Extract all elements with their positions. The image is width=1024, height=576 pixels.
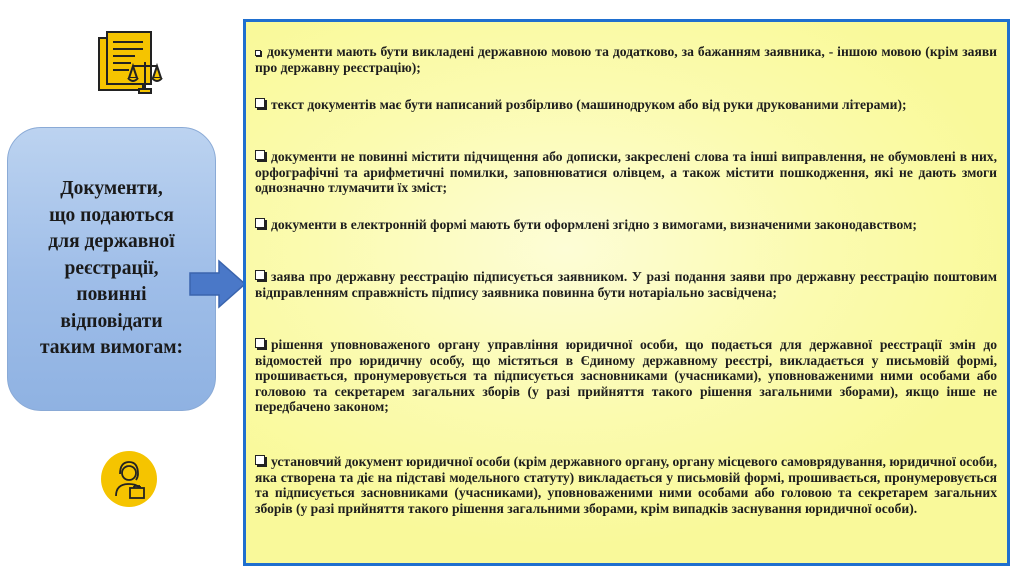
checkbox-bullet-icon <box>255 218 265 228</box>
checkbox-bullet-icon <box>255 270 265 280</box>
requirement-item: заява про державну реєстрацію підписується заявником. У разі подання заяви про державну реєстрацію поштовим відправленням справжність підпису заявника повинна бути нотаріально засвідчена; <box>255 269 997 300</box>
documents-scales-icon <box>95 28 163 98</box>
person-briefcase-icon <box>100 450 158 508</box>
checkbox-bullet-icon <box>255 150 265 160</box>
requirement-item: документи в електронній формі мають бути оформлені згідно з вимогами, визначеними законодавством; <box>255 217 997 233</box>
checkbox-bullet-icon <box>255 98 265 108</box>
requirement-item: рішення уповноваженого органу управління юридичної особи, що подається для державної реєстрації змін до відомостей про юридичну особу, що містяться в Єдиному державному реєстрі, викладається у письмовій формі, прошивається, пронумеровується та підписується засновниками (учасниками), уповноваженими ними особами або головою та секретарем загальних зборів (у разі прийняття такого рішення загальними зборами), якщо інше не передбачено законом; <box>255 337 997 415</box>
checkbox-bullet-icon <box>255 50 261 56</box>
arrow-right-icon <box>189 259 247 309</box>
requirement-item: документи не повинні містити підчищення або дописки, закреслені слова та інші виправлення, не обумовлені в них, орфографічні та арифметичні помилки, заповнюватися олівцем, а також містити пошкодження, які не дають змоги однозначно тлумачити їх зміст; <box>255 149 997 196</box>
left-title: Документи, що подаються для державної реєстрації, повинні відповідати таким вимогам: <box>39 178 184 359</box>
requirements-panel <box>243 19 1010 566</box>
checkbox-bullet-icon <box>255 455 265 465</box>
requirement-item: документи мають бути викладені державною мовою та додатково, за бажанням заявника, - іншою мовою (крім заяви про державну реєстрацію); <box>255 44 997 75</box>
document-requirements-heading-box <box>7 127 216 411</box>
checkbox-bullet-icon <box>255 338 265 348</box>
requirement-item: текст документів має бути написаний розбірливо (машинодруком або від руки друкованими літерами); <box>255 97 997 113</box>
requirement-item: установчий документ юридичної особи (крім державного органу, органу місцевого самоврядування, юридичної особи, яка створена та діє на підставі модельного статуту) викладається у письмовій формі, прошивається, пронумеровується та підписується засновниками (учасниками), уповноваженими ними особами або головою та секретарем загальних зборів (у разі прийняття такого рішення загальними зборами, крім випадків заснування юридичної особи). <box>255 454 997 516</box>
